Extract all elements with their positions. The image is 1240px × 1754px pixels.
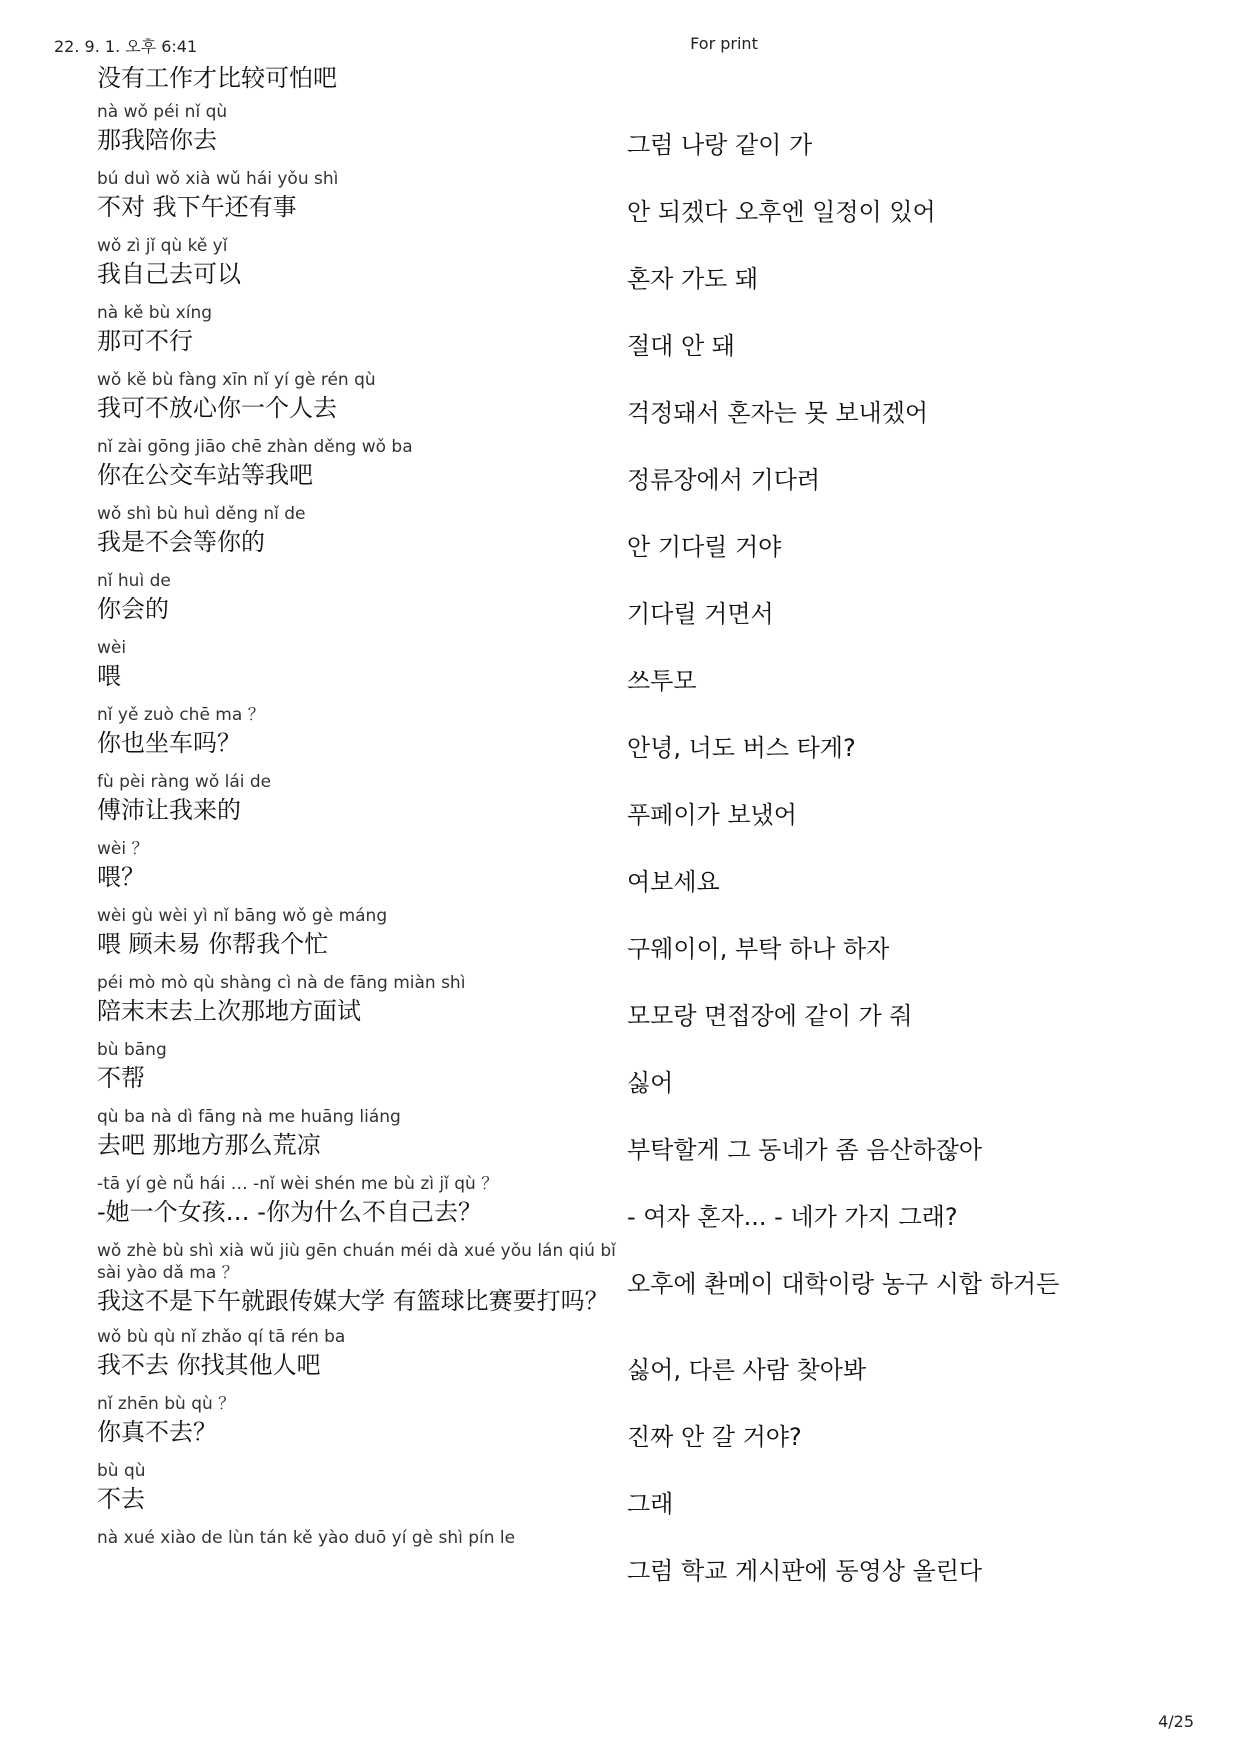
hanzi-text: 喂	[97, 662, 121, 690]
hanzi-text: 喂 顾未易 你帮我个忙	[97, 930, 329, 958]
pinyin-text: wèi gù wèi yì nǐ bāng wǒ gè máng	[97, 906, 388, 926]
pinyin-text: wǒ zì jǐ qù kě yǐ	[97, 236, 228, 256]
korean-translation: 싫어, 다른 사람 찾아봐	[627, 1356, 867, 1384]
pinyin-text: nà kě bù xíng	[97, 303, 213, 323]
pinyin-text: péi mò mò qù shàng cì nà de fāng miàn shì	[97, 973, 466, 993]
pinyin-text: wǒ kě bù fàng xīn nǐ yí gè rén qù	[97, 370, 376, 390]
korean-translation: 진짜 안 갈 거야?	[627, 1423, 802, 1451]
korean-translation: 기다릴 거면서	[627, 600, 774, 628]
korean-translation: 안 기다릴 거야	[627, 533, 782, 561]
hanzi-text: 你会的	[97, 595, 169, 623]
korean-translation: 정류장에서 기다려	[627, 466, 821, 494]
transcript-row	[97, 838, 1157, 897]
pinyin-text: nǐ zhēn bù qù ？	[97, 1394, 236, 1414]
transcript-row	[97, 570, 1157, 629]
hanzi-text: 那我陪你去	[97, 126, 217, 154]
transcript-row	[97, 704, 1157, 763]
korean-translation: 싫어	[627, 1069, 674, 1097]
pinyin-text: nà xué xiào de lùn tán kě yào duō yí gè shì pín le	[97, 1528, 516, 1548]
hanzi-text: 喂？	[97, 863, 145, 891]
korean-translation: 안녕, 너도 버스 타게?	[627, 734, 856, 762]
transcript-row	[97, 972, 1157, 1031]
transcript-row	[97, 1240, 1157, 1318]
korean-translation: 오후에 촨메이 대학이랑 농구 시합 하거든	[627, 1270, 1060, 1298]
page-number: 4/25	[1158, 1712, 1194, 1731]
pinyin-text: wǒ zhè bù shì xià wǔ jiù gēn chuán méi dà xué yǒu lán qiú bǐ sài yào dǎ ma ？	[97, 1241, 616, 1283]
pinyin-text: -tā yí gè nǚ hái … -nǐ wèi shén me bù zì jǐ qù ？	[97, 1174, 499, 1194]
transcript-row	[97, 168, 1157, 227]
transcript-row	[97, 1393, 1157, 1452]
korean-translation: 여보세요	[627, 868, 720, 896]
pinyin-text: wèi	[97, 638, 127, 658]
transcript-row	[97, 1039, 1157, 1098]
transcript-row	[97, 1106, 1157, 1165]
pinyin-text: fù pèi ràng wǒ lái de	[97, 772, 272, 792]
korean-translation: 그래	[627, 1490, 674, 1518]
korean-translation: 그럼 학교 게시판에 동영상 올린다	[627, 1557, 983, 1585]
pinyin-text: nǐ zài gōng jiāo chē zhàn děng wǒ ba	[97, 437, 413, 457]
korean-translation: 부탁할게 그 동네가 좀 음산하잖아	[627, 1136, 983, 1164]
hanzi-text: 去吧 那地方那么荒凉	[97, 1131, 321, 1159]
pinyin-text: bù bāng	[97, 1040, 167, 1060]
hanzi-text: 不对 我下午还有事	[97, 193, 297, 221]
korean-translation: 푸페이가 보냈어	[627, 801, 797, 829]
hanzi-text: 傅沛让我来的	[97, 796, 241, 824]
hanzi-text: 你在公交车站等我吧	[97, 461, 313, 489]
hanzi-text: 我不去 你找其他人吧	[97, 1351, 321, 1379]
transcript-row	[97, 1527, 1157, 1586]
hanzi-text: 那可不行	[97, 327, 193, 355]
pinyin-text: bú duì wǒ xià wǔ hái yǒu shì	[97, 169, 339, 189]
korean-translation: 모모랑 면접장에 같이 가 줘	[627, 1002, 913, 1030]
transcript	[97, 61, 1157, 1594]
transcript-row	[97, 235, 1157, 294]
hanzi-text: 我这不是下午就跟传媒大学 有篮球比赛要打吗？	[97, 1287, 609, 1315]
hanzi-text: 我自己去可以	[97, 260, 241, 288]
hanzi-text: 我是不会等你的	[97, 528, 265, 556]
pinyin-text: wǒ shì bù huì děng nǐ de	[97, 504, 306, 524]
transcript-row	[97, 905, 1157, 964]
pinyin-text: nǐ huì de	[97, 571, 171, 591]
pinyin-text: wǒ bù qù nǐ zhǎo qí tā rén ba	[97, 1327, 346, 1347]
pinyin-text: nà wǒ péi nǐ qù	[97, 102, 228, 122]
korean-translation: 쓰투모	[627, 667, 697, 695]
transcript-row	[97, 1173, 1157, 1232]
korean-translation: 걱정돼서 혼자는 못 보내겠어	[627, 399, 929, 427]
pinyin-text: qù ba nà dì fāng nà me huāng liáng	[97, 1107, 401, 1127]
transcript-row	[97, 302, 1157, 361]
pinyin-text: wèi ？	[97, 839, 149, 859]
transcript-row	[97, 1460, 1157, 1519]
korean-translation: 절대 안 돼	[627, 332, 735, 360]
hanzi-text: 我可不放心你一个人去	[97, 394, 337, 422]
transcript-first-line	[97, 61, 1157, 95]
korean-translation: 그럼 나랑 같이 가	[627, 131, 813, 159]
transcript-row	[97, 101, 1157, 160]
korean-translation: 구웨이이, 부탁 하나 하자	[627, 935, 890, 963]
transcript-row	[97, 369, 1157, 428]
hanzi-text: 陪末末去上次那地方面试	[97, 997, 361, 1025]
hanzi-text: 不帮	[97, 1064, 145, 1092]
hanzi-text: 没有工作才比较可怕吧	[97, 64, 337, 92]
hanzi-text: 你也坐车吗？	[97, 729, 241, 757]
korean-translation: 안 되겠다 오후엔 일정이 있어	[627, 198, 936, 226]
hanzi-text: 你真不去？	[97, 1418, 217, 1446]
transcript-row	[97, 771, 1157, 830]
print-title: For print	[690, 34, 758, 53]
korean-translation: 혼자 가도 돼	[627, 265, 759, 293]
transcript-row	[97, 436, 1157, 495]
transcript-row	[97, 503, 1157, 562]
pinyin-text: bù qù	[97, 1461, 146, 1481]
transcript-row	[97, 1326, 1157, 1385]
hanzi-text: 不去	[97, 1485, 145, 1513]
print-date: 22. 9. 1. 오후 6:41	[54, 37, 198, 56]
korean-translation: - 여자 혼자... - 네가 가지 그래?	[627, 1203, 958, 1231]
transcript-row	[97, 637, 1157, 696]
pinyin-text: nǐ yě zuò chē ma ？	[97, 705, 265, 725]
hanzi-text: -她一个女孩… -你为什么不自己去？	[97, 1198, 482, 1226]
